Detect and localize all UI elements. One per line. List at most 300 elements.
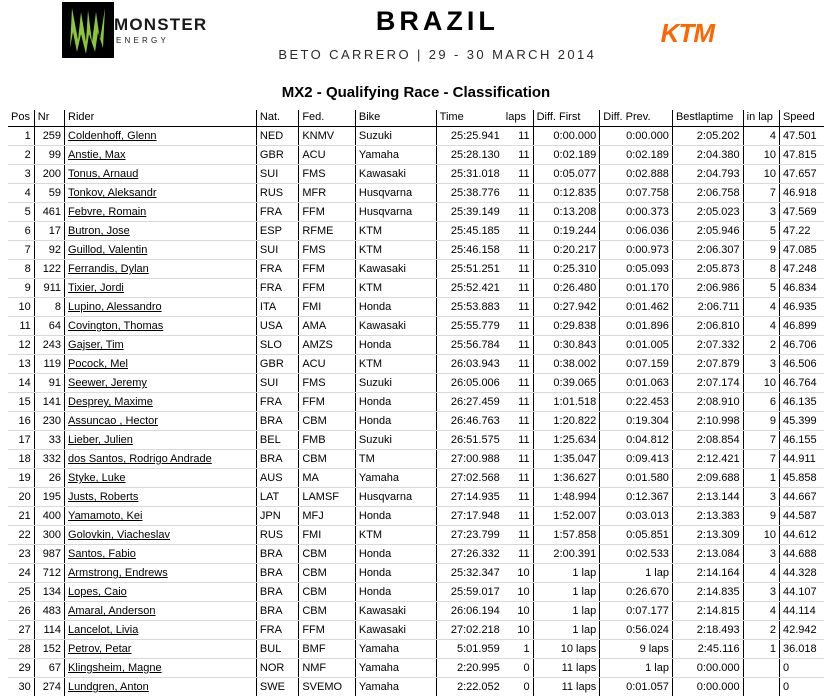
- cell-rider[interactable]: [65, 450, 257, 469]
- cell-in-lap: 4: [743, 602, 779, 621]
- cell-in-lap: 9: [743, 412, 779, 431]
- cell-pos: 22: [8, 526, 34, 545]
- cell-pos: 8: [8, 260, 34, 279]
- event-subtitle: BETO CARRERO | 29 - 30 MARCH 2014: [214, 47, 661, 62]
- cell-speed: 47.085: [779, 241, 824, 260]
- cell-speed: 44.107: [779, 583, 824, 602]
- cell-bike: KTM: [355, 355, 436, 374]
- column-header-nr[interactable]: Nr: [34, 110, 64, 127]
- column-header-speed[interactable]: Speed: [779, 110, 824, 127]
- table-row[interactable]: [8, 127, 824, 146]
- cell-nat: SWE: [256, 678, 298, 696]
- table-row[interactable]: [8, 583, 824, 602]
- cell-rider[interactable]: [65, 526, 257, 545]
- cell-pos: 26: [8, 602, 34, 621]
- cell-diff-prev: 1 lap: [600, 564, 673, 583]
- cell-diff-prev: 0:00.000: [600, 127, 673, 146]
- cell-fed: BMF: [299, 640, 356, 659]
- cell-bike: KTM: [355, 279, 436, 298]
- table-row[interactable]: [8, 222, 824, 241]
- cell-time: 26:27.459: [436, 393, 503, 412]
- cell-nat: GBR: [256, 355, 298, 374]
- cell-bestlaptime: 2:18.493: [672, 621, 743, 640]
- cell-rider[interactable]: [65, 602, 257, 621]
- rider-name-link[interactable]: Anstie, Max: [68, 149, 125, 161]
- cell-bestlaptime: 2:08.854: [672, 431, 743, 450]
- table-row[interactable]: [8, 602, 824, 621]
- cell-time: 25:31.018: [436, 165, 503, 184]
- cell-diff-first: 1:48.994: [533, 488, 600, 507]
- cell-in-lap: [743, 678, 779, 696]
- cell-diff-prev: 0:12.367: [600, 488, 673, 507]
- cell-rider[interactable]: [65, 222, 257, 241]
- cell-rider[interactable]: [65, 640, 257, 659]
- table-row[interactable]: [8, 469, 824, 488]
- cell-time: 26:05.006: [436, 374, 503, 393]
- cell-pos: 11: [8, 317, 34, 336]
- cell-nr: 114: [34, 621, 64, 640]
- cell-time: 25:52.421: [436, 279, 503, 298]
- table-row[interactable]: [8, 203, 824, 222]
- cell-diff-prev: 1 lap: [600, 659, 673, 678]
- table-row[interactable]: [8, 564, 824, 583]
- rider-name-link[interactable]: Klingsheim, Magne: [68, 662, 162, 674]
- rider-name-link[interactable]: Desprey, Maxime: [68, 396, 153, 408]
- cell-fed: AMZS: [299, 336, 356, 355]
- cell-bike: Honda: [355, 336, 436, 355]
- cell-diff-prev: 9 laps: [600, 640, 673, 659]
- cell-rider[interactable]: [65, 355, 257, 374]
- cell-rider[interactable]: [65, 659, 257, 678]
- cell-time: 26:51.575: [436, 431, 503, 450]
- cell-nr: 17: [34, 222, 64, 241]
- table-row[interactable]: [8, 241, 824, 260]
- table-row[interactable]: [8, 279, 824, 298]
- column-header-bestlaptime[interactable]: Bestlaptime: [672, 110, 743, 127]
- cell-bestlaptime: 2:09.688: [672, 469, 743, 488]
- cell-laps: 11: [503, 165, 533, 184]
- cell-pos: 9: [8, 279, 34, 298]
- rider-name-link[interactable]: Gajser, Tim: [68, 339, 124, 351]
- cell-pos: 17: [8, 431, 34, 450]
- cell-nr: 987: [34, 545, 64, 564]
- rider-name-link[interactable]: Golovkin, Viacheslav: [68, 529, 170, 541]
- cell-diff-first: 1:20.822: [533, 412, 600, 431]
- cell-diff-prev: 0:05.851: [600, 526, 673, 545]
- cell-laps: 11: [503, 241, 533, 260]
- table-row[interactable]: [8, 450, 824, 469]
- cell-time: 2:20.995: [436, 659, 503, 678]
- cell-laps: 11: [503, 507, 533, 526]
- cell-rider[interactable]: [65, 564, 257, 583]
- rider-name-link[interactable]: Lupino, Alessandro: [68, 301, 162, 313]
- cell-diff-prev: 0:07.159: [600, 355, 673, 374]
- cell-laps: 11: [503, 393, 533, 412]
- cell-in-lap: 3: [743, 203, 779, 222]
- cell-bike: Honda: [355, 564, 436, 583]
- cell-nr: 461: [34, 203, 64, 222]
- cell-speed: 44.688: [779, 545, 824, 564]
- cell-bestlaptime: 0:00.000: [672, 659, 743, 678]
- table-row[interactable]: [8, 393, 824, 412]
- cell-speed: 44.667: [779, 488, 824, 507]
- cell-rider[interactable]: [65, 545, 257, 564]
- cell-diff-first: 0:29.838: [533, 317, 600, 336]
- cell-fed: AMA: [299, 317, 356, 336]
- table-row[interactable]: [8, 507, 824, 526]
- cell-fed: FMI: [299, 298, 356, 317]
- cell-pos: 13: [8, 355, 34, 374]
- classification-title: MX2 - Qualifying Race - Classification: [0, 84, 832, 101]
- rider-name-link[interactable]: Ferrandis, Dylan: [68, 263, 149, 275]
- cell-fed: NMF: [299, 659, 356, 678]
- cell-diff-prev: 0:56.024: [600, 621, 673, 640]
- cell-nat: BUL: [256, 640, 298, 659]
- cell-bestlaptime: 2:05.873: [672, 260, 743, 279]
- cell-speed: 44.328: [779, 564, 824, 583]
- cell-speed: 0: [779, 659, 824, 678]
- cell-bestlaptime: 2:05.946: [672, 222, 743, 241]
- cell-rider[interactable]: [65, 374, 257, 393]
- cell-rider[interactable]: [65, 507, 257, 526]
- cell-diff-prev: 0:01.580: [600, 469, 673, 488]
- rider-name-link[interactable]: Febvre, Romain: [68, 206, 146, 218]
- cell-in-lap: 9: [743, 507, 779, 526]
- cell-in-lap: 4: [743, 317, 779, 336]
- cell-fed: FMS: [299, 241, 356, 260]
- rider-name-link[interactable]: Assuncao , Hector: [68, 415, 158, 427]
- cell-in-lap: 3: [743, 583, 779, 602]
- cell-diff-first: 1 lap: [533, 602, 600, 621]
- cell-nat: ITA: [256, 298, 298, 317]
- table-row[interactable]: [8, 184, 824, 203]
- cell-pos: 12: [8, 336, 34, 355]
- column-header-fed[interactable]: Fed.: [299, 110, 356, 127]
- table-row[interactable]: [8, 678, 824, 696]
- cell-time: 25:55.779: [436, 317, 503, 336]
- cell-fed: FFM: [299, 279, 356, 298]
- cell-bestlaptime: 2:04.380: [672, 146, 743, 165]
- cell-rider[interactable]: [65, 298, 257, 317]
- cell-rider[interactable]: [65, 488, 257, 507]
- cell-bestlaptime: 0:00.000: [672, 678, 743, 696]
- cell-rider[interactable]: [65, 621, 257, 640]
- cell-nat: FRA: [256, 393, 298, 412]
- cell-laps: 10: [503, 564, 533, 583]
- rider-name-link[interactable]: Coldenhoff, Glenn: [68, 130, 156, 142]
- cell-laps: 10: [503, 583, 533, 602]
- rider-name-link[interactable]: Styke, Luke: [68, 472, 125, 484]
- cell-bestlaptime: 2:13.144: [672, 488, 743, 507]
- rider-name-link[interactable]: Santos, Fabio: [68, 548, 136, 560]
- cell-pos: 30: [8, 678, 34, 696]
- cell-nr: 332: [34, 450, 64, 469]
- cell-diff-prev: 0:00.373: [600, 203, 673, 222]
- cell-laps: 10: [503, 602, 533, 621]
- cell-bike: Yamaha: [355, 640, 436, 659]
- cell-laps: 11: [503, 146, 533, 165]
- cell-rider[interactable]: [65, 431, 257, 450]
- rider-name-link[interactable]: Lopes, Caio: [68, 586, 127, 598]
- rider-name-link[interactable]: Tonkov, Aleksandr: [68, 187, 156, 199]
- cell-nat: NOR: [256, 659, 298, 678]
- cell-bike: KTM: [355, 241, 436, 260]
- table-row[interactable]: [8, 659, 824, 678]
- cell-in-lap: 4: [743, 564, 779, 583]
- column-header-bike[interactable]: Bike: [355, 110, 436, 127]
- rider-name-link[interactable]: Justs, Roberts: [68, 491, 138, 503]
- cell-in-lap: 10: [743, 146, 779, 165]
- cell-fed: FFM: [299, 393, 356, 412]
- cell-time: 25:53.883: [436, 298, 503, 317]
- cell-nat: ESP: [256, 222, 298, 241]
- cell-time: 27:26.332: [436, 545, 503, 564]
- rider-name-link[interactable]: Tonus, Arnaud: [68, 168, 138, 180]
- cell-laps: 11: [503, 526, 533, 545]
- cell-nat: FRA: [256, 621, 298, 640]
- cell-bike: Kawasaki: [355, 260, 436, 279]
- table-row[interactable]: [8, 336, 824, 355]
- table-row[interactable]: [8, 355, 824, 374]
- cell-nr: 243: [34, 336, 64, 355]
- results-table-wrapper: [0, 110, 832, 696]
- cell-bike: Yamaha: [355, 659, 436, 678]
- cell-pos: 18: [8, 450, 34, 469]
- cell-in-lap: 6: [743, 393, 779, 412]
- cell-in-lap: 2: [743, 336, 779, 355]
- cell-bestlaptime: 2:13.383: [672, 507, 743, 526]
- cell-pos: 4: [8, 184, 34, 203]
- cell-rider[interactable]: [65, 260, 257, 279]
- cell-fed: FMB: [299, 431, 356, 450]
- cell-nr: 8: [34, 298, 64, 317]
- cell-bestlaptime: 2:07.332: [672, 336, 743, 355]
- cell-rider[interactable]: [65, 412, 257, 431]
- cell-rider[interactable]: [65, 583, 257, 602]
- cell-in-lap: 3: [743, 488, 779, 507]
- cell-speed: 46.706: [779, 336, 824, 355]
- cell-laps: 0: [503, 678, 533, 696]
- cell-nat: GBR: [256, 146, 298, 165]
- cell-rider[interactable]: [65, 241, 257, 260]
- cell-fed: LAMSF: [299, 488, 356, 507]
- cell-rider[interactable]: [65, 127, 257, 146]
- cell-laps: 1: [503, 640, 533, 659]
- rider-name-link[interactable]: Armstrong, Endrews: [68, 567, 168, 579]
- rider-name-link[interactable]: Lieber, Julien: [68, 434, 133, 446]
- column-header-diff-first[interactable]: Diff. First: [533, 110, 600, 127]
- cell-pos: 21: [8, 507, 34, 526]
- cell-diff-first: 0:19.244: [533, 222, 600, 241]
- cell-in-lap: 5: [743, 222, 779, 241]
- cell-speed: 47.569: [779, 203, 824, 222]
- cell-in-lap: 7: [743, 450, 779, 469]
- rider-name-link[interactable]: Butron, Jose: [68, 225, 130, 237]
- cell-laps: 11: [503, 469, 533, 488]
- event-title-block: [214, 0, 661, 62]
- rider-name-link[interactable]: Lancelot, Livia: [68, 624, 138, 636]
- cell-rider[interactable]: [65, 184, 257, 203]
- table-row[interactable]: [8, 621, 824, 640]
- cell-rider[interactable]: [65, 279, 257, 298]
- rider-name-link[interactable]: Pocock, Mel: [68, 358, 128, 370]
- cell-rider[interactable]: [65, 146, 257, 165]
- cell-bike: Yamaha: [355, 469, 436, 488]
- cell-nr: 92: [34, 241, 64, 260]
- cell-diff-first: 0:38.002: [533, 355, 600, 374]
- cell-diff-first: 1:36.627: [533, 469, 600, 488]
- cell-time: 25:45.185: [436, 222, 503, 241]
- rider-name-link[interactable]: Tixier, Jordi: [68, 282, 124, 294]
- cell-speed: 42.942: [779, 621, 824, 640]
- cell-nr: 200: [34, 165, 64, 184]
- cell-laps: 11: [503, 431, 533, 450]
- cell-laps: 0: [503, 659, 533, 678]
- table-row[interactable]: [8, 298, 824, 317]
- cell-rider[interactable]: [65, 336, 257, 355]
- rider-name-link[interactable]: Covington, Thomas: [68, 320, 163, 332]
- cell-diff-first: 0:13.208: [533, 203, 600, 222]
- cell-diff-first: 0:02.189: [533, 146, 600, 165]
- cell-bike: Honda: [355, 393, 436, 412]
- table-row[interactable]: [8, 640, 824, 659]
- table-row[interactable]: [8, 260, 824, 279]
- cell-nr: 26: [34, 469, 64, 488]
- cell-nat: JPN: [256, 507, 298, 526]
- page-header: [0, 0, 832, 78]
- cell-time: 25:38.776: [436, 184, 503, 203]
- cell-nat: NED: [256, 127, 298, 146]
- cell-speed: 46.935: [779, 298, 824, 317]
- table-row[interactable]: [8, 431, 824, 450]
- cell-rider[interactable]: [65, 317, 257, 336]
- cell-nr: 33: [34, 431, 64, 450]
- table-row[interactable]: [8, 412, 824, 431]
- cell-laps: 11: [503, 260, 533, 279]
- cell-time: 25:59.017: [436, 583, 503, 602]
- rider-name-link[interactable]: Petrov, Petar: [68, 643, 131, 655]
- column-header-in-lap[interactable]: in lap: [743, 110, 779, 127]
- cell-in-lap: 3: [743, 355, 779, 374]
- cell-laps: 11: [503, 317, 533, 336]
- cell-rider[interactable]: [65, 678, 257, 696]
- cell-diff-first: 1:57.858: [533, 526, 600, 545]
- rider-name-link[interactable]: Guillod, Valentin: [68, 244, 147, 256]
- table-row[interactable]: [8, 545, 824, 564]
- cell-nat: BRA: [256, 450, 298, 469]
- column-header-pos[interactable]: Pos: [8, 110, 34, 127]
- cell-speed: 47.657: [779, 165, 824, 184]
- cell-time: 27:02.218: [436, 621, 503, 640]
- cell-nr: 59: [34, 184, 64, 203]
- cell-diff-first: 11 laps: [533, 678, 600, 696]
- table-header-row: [8, 110, 824, 127]
- cell-fed: FMS: [299, 374, 356, 393]
- column-header-time[interactable]: Time: [436, 110, 503, 127]
- column-header-diff-prev[interactable]: Diff. Prev.: [600, 110, 673, 127]
- table-row[interactable]: [8, 374, 824, 393]
- rider-name-link[interactable]: Yamamoto, Kei: [68, 510, 142, 522]
- cell-nat: BRA: [256, 412, 298, 431]
- cell-time: 27:00.988: [436, 450, 503, 469]
- cell-in-lap: 10: [743, 165, 779, 184]
- column-header-nat[interactable]: Nat.: [256, 110, 298, 127]
- cell-fed: CBM: [299, 545, 356, 564]
- cell-diff-first: 1:35.047: [533, 450, 600, 469]
- cell-bestlaptime: 2:07.879: [672, 355, 743, 374]
- cell-speed: 0: [779, 678, 824, 696]
- cell-in-lap: 4: [743, 127, 779, 146]
- cell-speed: 46.506: [779, 355, 824, 374]
- rider-name-link[interactable]: dos Santos, Rodrigo Andrade: [68, 453, 212, 465]
- cell-speed: 44.911: [779, 450, 824, 469]
- rider-name-link[interactable]: Lundgren, Anton: [68, 681, 149, 693]
- cell-rider[interactable]: [65, 393, 257, 412]
- cell-speed: 46.764: [779, 374, 824, 393]
- cell-bike: Kawasaki: [355, 602, 436, 621]
- cell-bestlaptime: 2:13.309: [672, 526, 743, 545]
- cell-pos: 28: [8, 640, 34, 659]
- table-row[interactable]: [8, 146, 824, 165]
- cell-nat: AUS: [256, 469, 298, 488]
- cell-bike: Yamaha: [355, 678, 436, 696]
- cell-fed: MFJ: [299, 507, 356, 526]
- cell-bestlaptime: 2:45.116: [672, 640, 743, 659]
- cell-nr: 195: [34, 488, 64, 507]
- cell-in-lap: 3: [743, 545, 779, 564]
- cell-nat: SUI: [256, 241, 298, 260]
- cell-in-lap: 10: [743, 526, 779, 545]
- table-row[interactable]: [8, 488, 824, 507]
- cell-laps: 11: [503, 450, 533, 469]
- cell-bike: Suzuki: [355, 374, 436, 393]
- column-header-rider[interactable]: Rider: [65, 110, 257, 127]
- cell-nat: BEL: [256, 431, 298, 450]
- table-row[interactable]: [8, 165, 824, 184]
- cell-nat: SUI: [256, 374, 298, 393]
- cell-bike: Honda: [355, 545, 436, 564]
- rider-name-link[interactable]: Amaral, Anderson: [68, 605, 155, 617]
- cell-speed: 47.248: [779, 260, 824, 279]
- cell-nr: 400: [34, 507, 64, 526]
- cell-rider[interactable]: [65, 203, 257, 222]
- cell-bike: KTM: [355, 526, 436, 545]
- cell-nr: 119: [34, 355, 64, 374]
- cell-diff-first: 10 laps: [533, 640, 600, 659]
- table-row[interactable]: [8, 526, 824, 545]
- cell-diff-prev: 0:19.304: [600, 412, 673, 431]
- cell-bestlaptime: 2:05.202: [672, 127, 743, 146]
- cell-in-lap: 1: [743, 640, 779, 659]
- cell-nat: FRA: [256, 203, 298, 222]
- cell-nr: 712: [34, 564, 64, 583]
- cell-pos: 2: [8, 146, 34, 165]
- cell-speed: 46.899: [779, 317, 824, 336]
- cell-diff-first: 1 lap: [533, 564, 600, 583]
- cell-diff-prev: 0:01.057: [600, 678, 673, 696]
- table-row[interactable]: [8, 317, 824, 336]
- column-header-laps[interactable]: laps: [503, 110, 533, 127]
- monster-energy-subtext: ENERGY: [116, 36, 169, 45]
- rider-name-link[interactable]: Seewer, Jeremy: [68, 377, 147, 389]
- cell-pos: 19: [8, 469, 34, 488]
- cell-rider[interactable]: [65, 165, 257, 184]
- cell-rider[interactable]: [65, 469, 257, 488]
- cell-pos: 7: [8, 241, 34, 260]
- cell-bike: KTM: [355, 222, 436, 241]
- event-title: BRAZIL: [214, 6, 661, 37]
- cell-fed: CBM: [299, 583, 356, 602]
